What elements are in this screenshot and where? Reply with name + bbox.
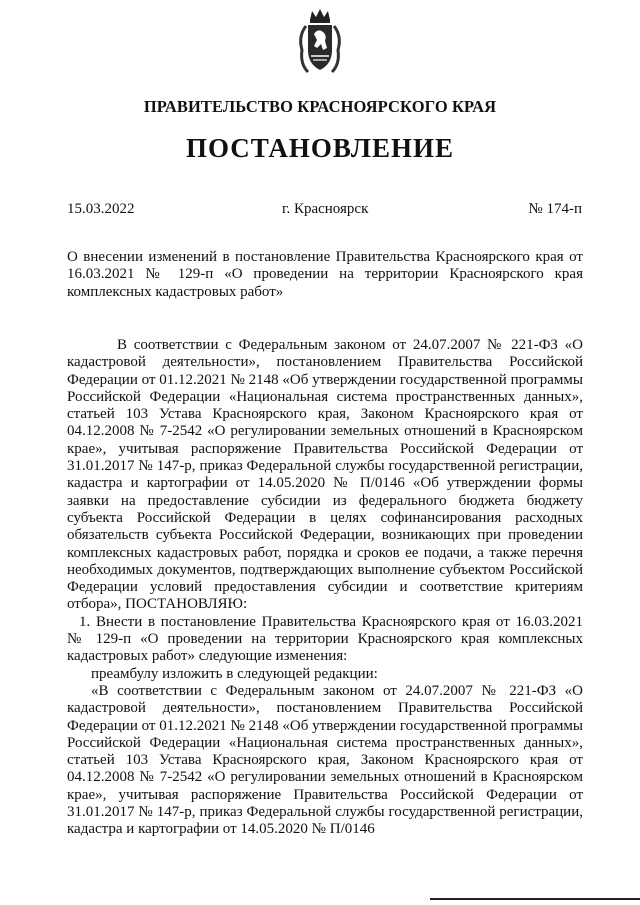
document-date: 15.03.2022 [67,201,135,217]
document-number: № 174-п [528,201,582,217]
document-title: О внесении изменений в постановление Правительства Красноярского края от 16.03.2021 № 129-п «О проведении на территории Красноярского края комплексных кадастровых работ» [67,249,583,300]
paragraph-quote: «В соответствии с Федеральным законом от 24.07.2007 № 221-ФЗ «О кадастровой деятельности», постановлением Правительства Российской Федерации от 01.12.2021 № 2148 «Об утверждении государственной программы Российской Федерации «Национальная система пространственных данных», статьей 103 Устава Красноярского края, Законом Красноярского края от 04.12.2008 № 7-2542 «О регулировании земельных отношений в Красноярском крае», учитывая распоряжение Правительства Российской Федерации от 31.01.2017 № 147-р, приказ Федеральной службы государственной регистрации, кадастра и картографии от 14.05.2020 № П/0146 [67,682,583,838]
document-body [67,337,583,839]
page-bottom-border [430,898,640,900]
document-city: г. Красноярск [282,201,369,217]
paragraph-item-1: 1. Внести в постановление Правительства Красноярского края от 16.03.2021 № 129-п «О проведении на территории Красноярского края комплексных кадастровых работ» следующие изменения: [67,613,583,665]
krasnoyarsk-coat-of-arms-icon [296,8,344,76]
coat-of-arms [296,8,344,76]
document-type: ПОСТАНОВЛЕНИЕ [185,133,455,163]
organization-name: ПРАВИТЕЛЬСТВО КРАСНОЯРСКОГО КРАЯ [143,97,497,116]
paragraph-preamble: преамбулу изложить в следующей редакции: [91,665,378,682]
paragraph-basis: В соответствии с Федеральным законом от 24.07.2007 № 221-ФЗ «О кадастровой деятельности», постановлением Правительства Российской Федерации от 01.12.2021 № 2148 «Об утверждении государственной программы Российской Федерации «Национальная система пространственных данных», статьей 103 Устава Красноярского края, Законом Красноярского края от 04.12.2008 № 7-2542 «О регулировании земельных отношений в Красноярском крае», учитывая распоряжение Правительства Российской Федерации от 31.01.2017 № 147-р, приказ Федеральной службы государственной регистрации, кадастра и картографии от 14.05.2020 № П/0146 «Об утверждении формы заявки на предоставление субсидии из федерального бюджета бюджету субъекта Российской Федерации в целях софинансирования расходных обязательств субъекта Российской Федерации, возникающих при проведении комплексных кадастровых работ, порядка и сроков ее подачи, а также перечня необходимых документов, подтверждающих выполнение субъектом Российской Федерации условий предоставления субсидии и соответствие критериям отбора», ПОСТАНОВЛЯЮ: [67,337,583,613]
